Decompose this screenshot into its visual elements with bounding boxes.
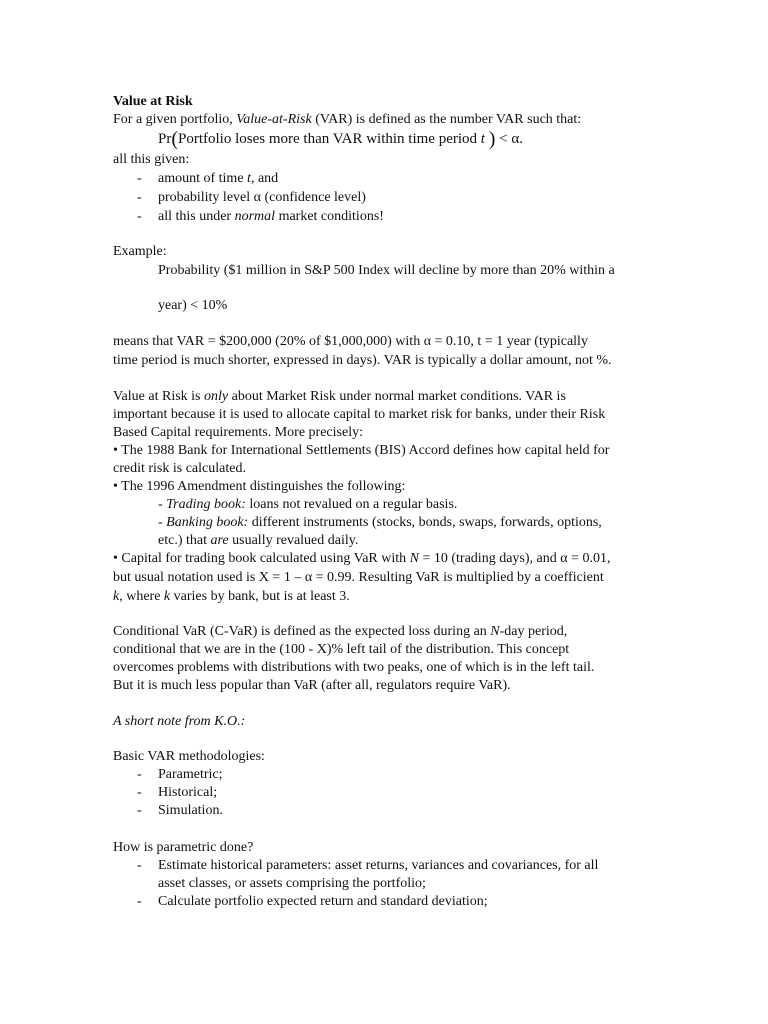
intro-line: For a given portfolio, Value-at-Risk (VAR) is defined as the number VAR such that:: [113, 112, 582, 127]
paragraph-line: Value at Risk is only about Market Risk under normal market conditions. VAR is: [113, 389, 566, 404]
banking-book-line: etc.) that are usually revalued daily.: [158, 533, 359, 548]
bullet-line: credit risk is calculated.: [113, 461, 246, 476]
list-item: amount of time t, and: [158, 171, 279, 186]
list-item: Parametric;: [158, 767, 223, 782]
example-line: Probability ($1 million in S&P 500 Index will decline by more than 20% within a: [158, 263, 615, 278]
example-label: Example:: [113, 244, 167, 259]
page-title: Value at Risk: [113, 94, 193, 109]
bullet-line: • Capital for trading book calculated using VaR with N = 10 (trading days), and α = 0.01,: [113, 551, 611, 566]
paragraph-line: Based Capital requirements. More precisely:: [113, 425, 363, 440]
cvar-line: overcomes problems with distributions with two peaks, one of which is in the left tail.: [113, 660, 595, 675]
short-note: A short note from K.O.:: [113, 714, 246, 729]
cvar-line: conditional that we are in the (100 - X)% left tail of the distribution. This concept: [113, 642, 570, 657]
banking-book-line: - Banking book: different instruments (stocks, bonds, swaps, forwards, options,: [158, 515, 602, 530]
list-item: Historical;: [158, 785, 218, 800]
list-bullet: -: [137, 858, 142, 873]
list-item: Simulation.: [158, 803, 223, 818]
list-bullet: -: [137, 171, 142, 186]
list-item: all this under normal market conditions!: [158, 209, 384, 224]
cvar-line: Conditional VaR (C-VaR) is defined as the expected loss during an N-day period,: [113, 624, 568, 639]
list-bullet: -: [137, 767, 142, 782]
parametric-label: How is parametric done?: [113, 840, 254, 855]
list-bullet: -: [137, 894, 142, 909]
methodologies-label: Basic VAR methodologies:: [113, 749, 265, 764]
list-bullet: -: [137, 785, 142, 800]
trading-book-line: - Trading book: loans not revalued on a regular basis.: [158, 497, 458, 512]
list-item-continuation: asset classes, or assets comprising the portfolio;: [158, 876, 426, 891]
bullet-line: but usual notation used is X = 1 – α = 0.99. Resulting VaR is multiplied by a coefficient: [113, 570, 604, 585]
given-label: all this given:: [113, 152, 190, 167]
paragraph-line: important because it is used to allocate capital to market risk for banks, under their Risk: [113, 407, 606, 422]
list-item: Estimate historical parameters: asset returns, variances and covariances, for all: [158, 858, 599, 873]
list-item: Calculate portfolio expected return and standard deviation;: [158, 894, 488, 909]
means-line: means that VAR = $200,000 (20% of $1,000,000) with α = 0.10, t = 1 year (typically: [113, 334, 588, 349]
cvar-line: But it is much less popular than VaR (after all, regulators require VaR).: [113, 678, 511, 693]
list-bullet: -: [137, 803, 142, 818]
list-bullet: -: [137, 209, 142, 224]
bullet-line: k, where k varies by bank, but is at least 3.: [113, 589, 350, 604]
var-formula: Pr(Portfolio loses more than VAR within time period t ) < α.: [158, 128, 523, 150]
example-line: year) < 10%: [158, 298, 228, 313]
list-item: probability level α (confidence level): [158, 190, 366, 205]
list-bullet: -: [137, 190, 142, 205]
bullet-line: • The 1988 Bank for International Settlements (BIS) Accord defines how capital held for: [113, 443, 610, 458]
bullet-line: • The 1996 Amendment distinguishes the following:: [113, 479, 406, 494]
means-line: time period is much shorter, expressed in days). VAR is typically a dollar amount, not %.: [113, 353, 612, 368]
